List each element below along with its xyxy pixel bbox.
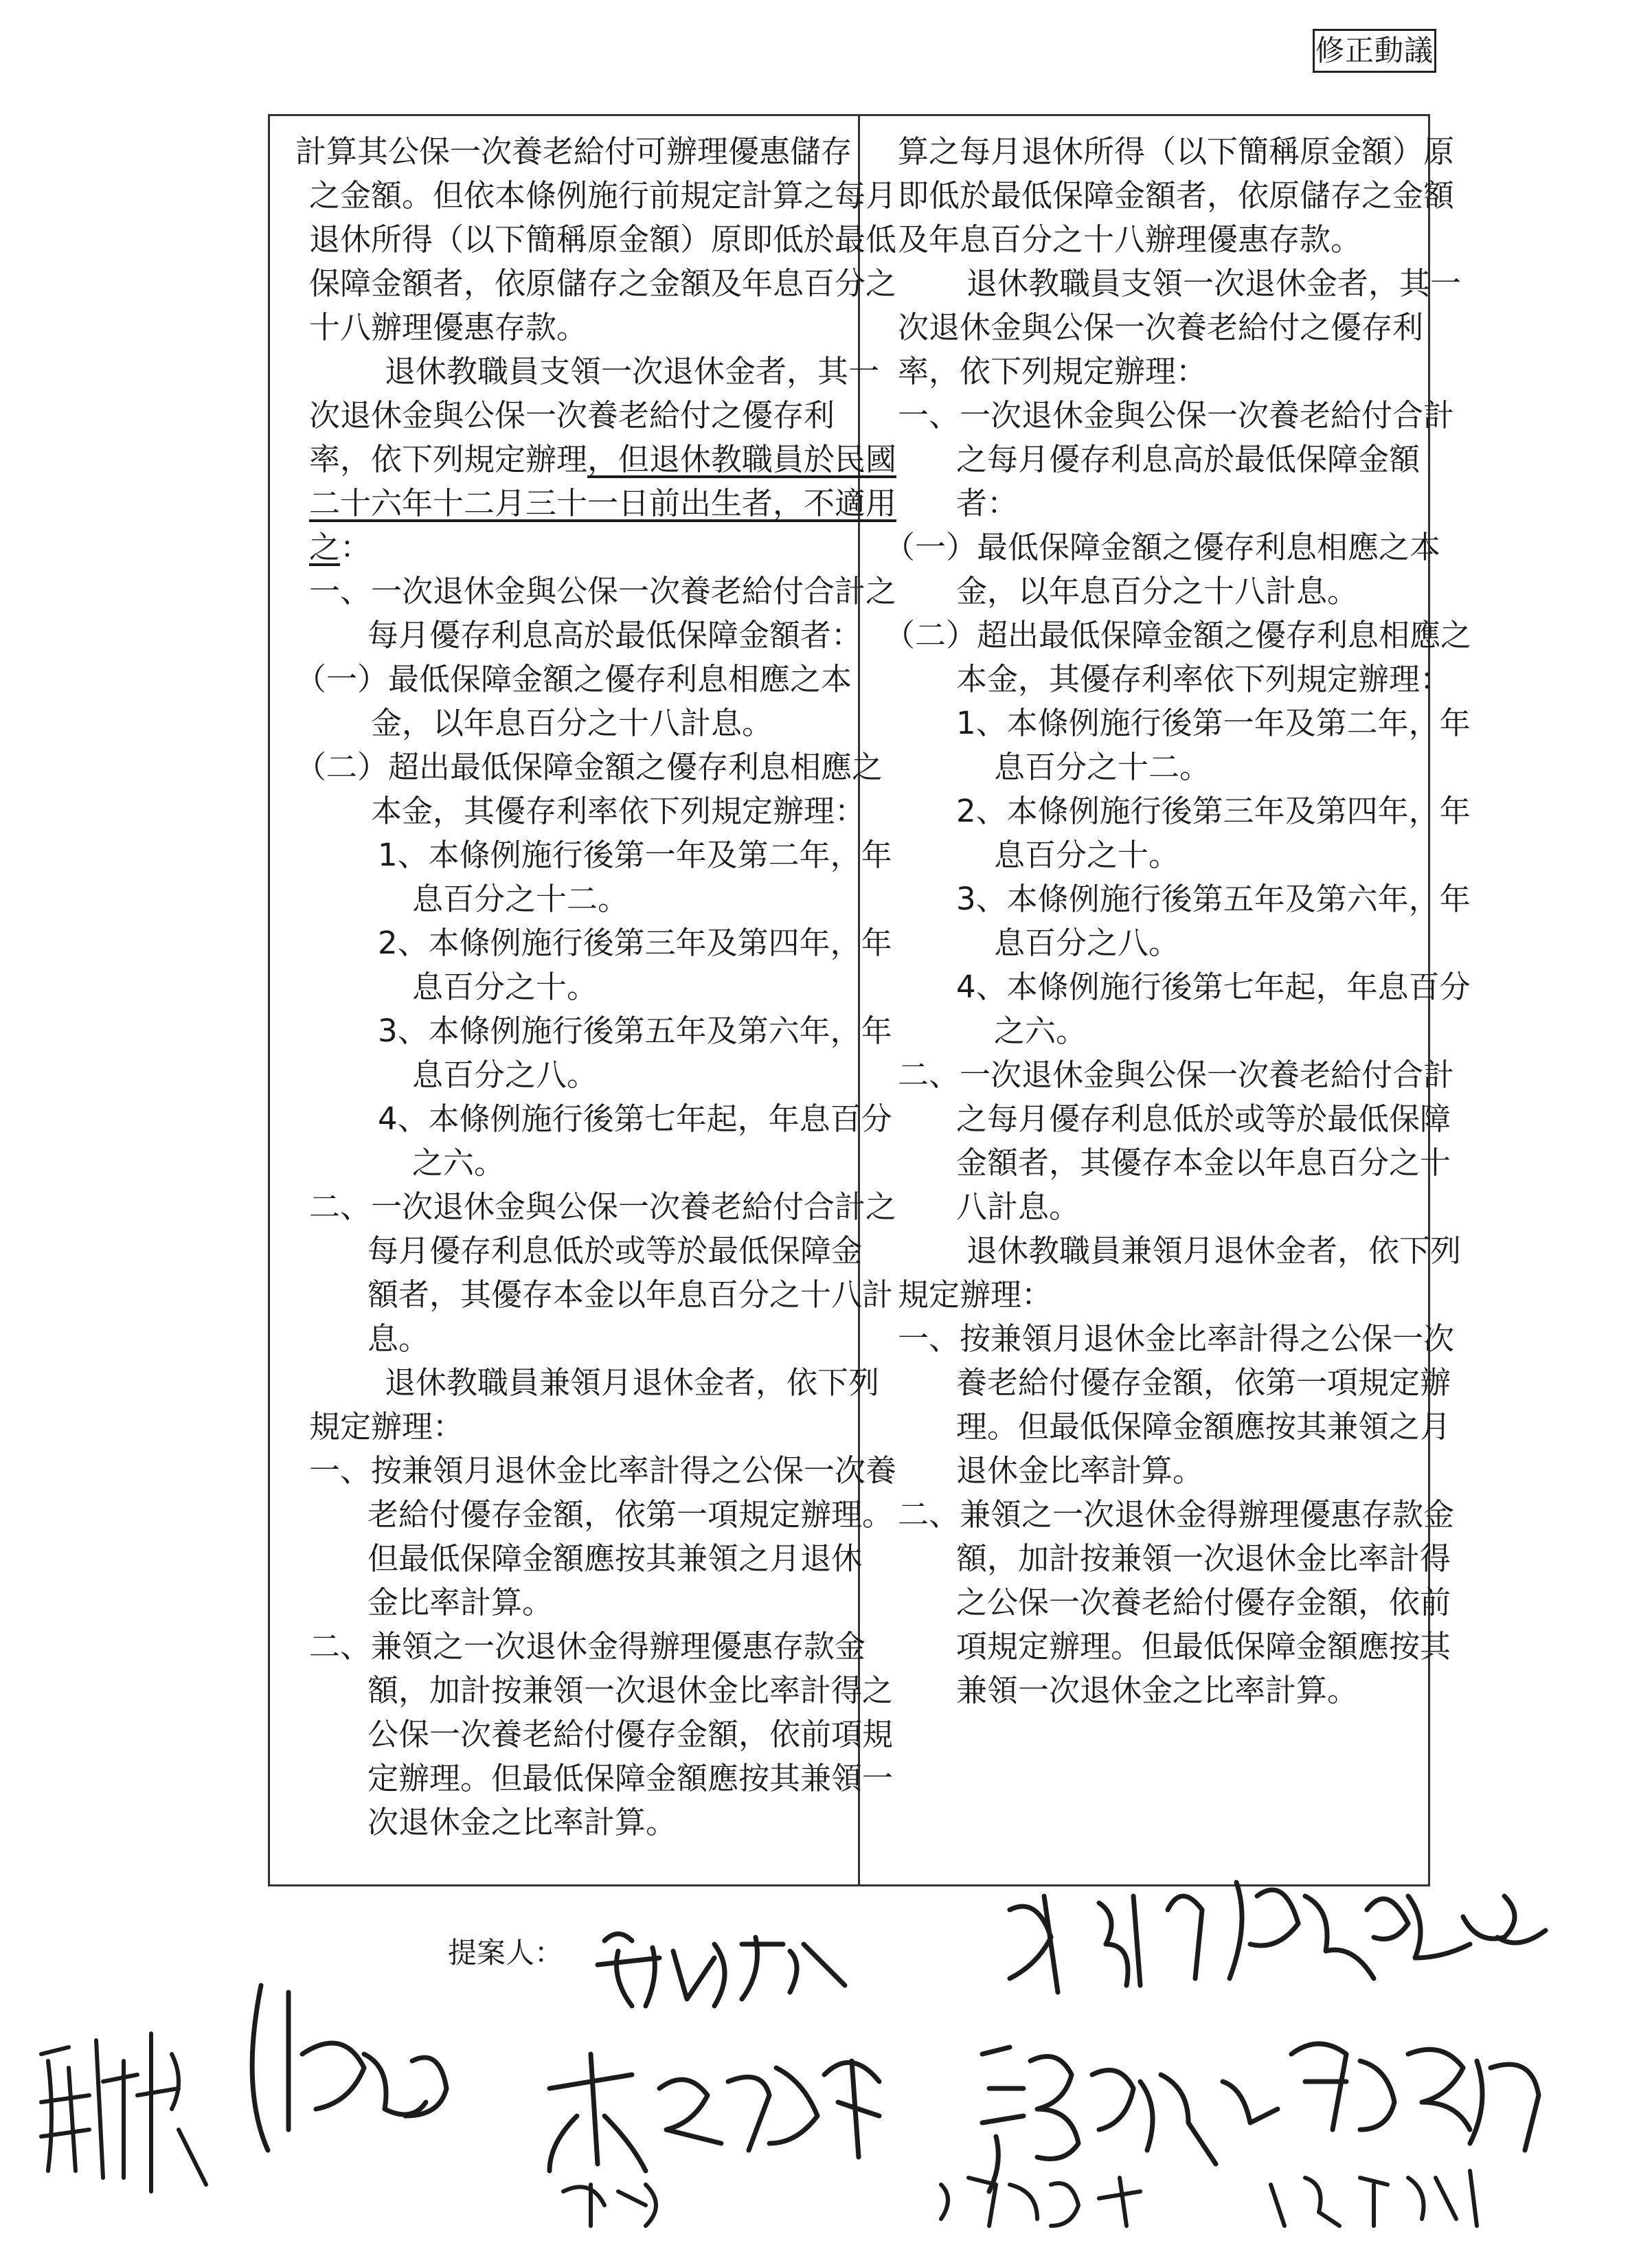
- text-segment: 金，以年息百分之十八計息。: [956, 573, 1359, 609]
- text-segment: （二）超出最低保障金額之優存利息相應之: [884, 617, 1472, 653]
- text-segment: 2、本條例施行後第三年及第四年，年: [956, 793, 1471, 829]
- text-segment: 之: [309, 529, 341, 565]
- text-segment: 養老給付優存金額，依第一項規定辦: [956, 1364, 1451, 1401]
- text-segment: 每月優存利息高於最低保障金額者：: [367, 617, 863, 653]
- text-segment: 及年息百分之十八辦理優惠存款。: [898, 221, 1362, 258]
- text-segment: 之每月優存利息低於或等於最低保障: [956, 1101, 1451, 1137]
- text-segment: 者：: [956, 485, 1019, 521]
- proposer-label: 提案人：: [448, 1936, 564, 1970]
- text-segment: 金，以年息百分之十八計息。: [371, 705, 773, 741]
- text-segment: 率，依下列規定辦理: [309, 441, 588, 477]
- text-segment: 息百分之十。: [412, 969, 598, 1005]
- text-segment: 額者，其優存本金以年息百分之十八計: [367, 1276, 894, 1313]
- text-segment: 次退休金與公保一次養老給付之優存利: [898, 309, 1424, 346]
- text-segment: 3、本條例施行後第五年及第六年，年: [956, 881, 1471, 917]
- text-segment: 項規定辦理。但最低保障金額應按其: [956, 1628, 1451, 1665]
- text-segment: 退休金比率計算。: [956, 1452, 1204, 1489]
- text-segment: 退休教職員兼領月退休金者，依下列: [385, 1364, 880, 1401]
- text-segment: 理。但最低保障金額應按其兼領之月: [956, 1408, 1451, 1445]
- text-segment: 老給付優存金額，依第一項規定辦理。: [367, 1496, 894, 1533]
- text-segment: 1、本條例施行後第一年及第二年，年: [378, 837, 892, 873]
- text-segment: 額，加計按兼領一次退休金比率計得: [956, 1540, 1451, 1577]
- text-segment: 率，依下列規定辦理：: [898, 353, 1208, 390]
- text-segment: 即低於最低保障金額者，依原儲存之金額: [898, 177, 1455, 214]
- text-segment: 二、一次退休金與公保一次養老給付合計之: [309, 1188, 897, 1225]
- text-segment: 息百分之十二。: [412, 881, 629, 917]
- text-segment: 算之每月退休所得（以下簡稱原金額）原: [898, 133, 1455, 170]
- text-segment: 規定辦理：: [309, 1408, 464, 1445]
- text-segment: 二、兼領之一次退休金得辦理優惠存款金: [309, 1628, 866, 1665]
- text-segment: （一）最低保障金額之優存利息相應之本: [295, 661, 852, 697]
- text-segment: 金比率計算。: [367, 1584, 554, 1621]
- text-segment: 兼領一次退休金之比率計算。: [956, 1672, 1359, 1709]
- text-segment: （一）最低保障金額之優存利息相應之本: [884, 529, 1441, 565]
- text-segment: 之六。: [412, 1145, 506, 1181]
- text-segment: 二十六年十二月三十一日前出生者，不適用: [309, 485, 897, 521]
- text-segment: 之六。: [994, 1013, 1087, 1049]
- text-segment: 每月優存利息低於或等於最低保障金: [367, 1232, 863, 1269]
- text-segment: 十八辦理優惠存款。: [309, 309, 588, 346]
- text-segment: 本金，其優存利率依下列規定辦理：: [371, 793, 866, 829]
- text-segment: 之公保一次養老給付優存金額，依前: [956, 1584, 1451, 1621]
- text-segment: ：: [340, 529, 372, 565]
- text-segment: 一、一次退休金與公保一次養老給付合計: [898, 397, 1455, 433]
- text-segment: 額，加計按兼領一次退休金比率計得之: [367, 1672, 894, 1709]
- text-segment: 退休教職員兼領月退休金者，依下列: [966, 1232, 1462, 1269]
- text-segment: 但最低保障金額應按其兼領之月退休: [367, 1540, 863, 1577]
- text-segment: 一、按兼領月退休金比率計得之公保一次養: [309, 1452, 897, 1489]
- text-segment: 4、本條例施行後第七年起，年息百分: [956, 969, 1471, 1005]
- text-segment: 次退休金之比率計算。: [367, 1804, 677, 1840]
- text-segment: 3、本條例施行後第五年及第六年，年: [378, 1013, 892, 1049]
- text-segment: 計算其公保一次養老給付可辦理優惠儲存: [295, 133, 852, 170]
- text-segment: 之每月優存利息高於最低保障金額: [956, 441, 1421, 477]
- text-segment: 退休所得（以下簡稱原金額）原即低於最低: [309, 221, 897, 258]
- text-segment: 息。: [367, 1320, 430, 1357]
- text-segment: 4、本條例施行後第七年起，年息百分: [378, 1101, 892, 1137]
- text-segment: 退休教職員支領一次退休金者，其一: [385, 353, 880, 390]
- text-segment: 二、兼領之一次退休金得辦理優惠存款金: [898, 1496, 1455, 1533]
- text-segment: 退休教職員支領一次退休金者，其一: [966, 265, 1462, 302]
- text-segment: 1、本條例施行後第一年及第二年，年: [956, 705, 1471, 741]
- text-segment: 一、按兼領月退休金比率計得之公保一次: [898, 1320, 1455, 1357]
- text-segment: （二）超出最低保障金額之優存利息相應之: [295, 749, 883, 785]
- text-segment: 之金額。但依本條例施行前規定計算之每月: [309, 177, 897, 214]
- text-segment: 2、本條例施行後第三年及第四年，年: [378, 925, 892, 961]
- text-segment: 息百分之十。: [994, 837, 1180, 873]
- text-segment: 息百分之八。: [412, 1057, 598, 1093]
- text-segment: 定辦理。但最低保障金額應按其兼領一: [367, 1760, 894, 1796]
- text-segment: 息百分之八。: [994, 925, 1180, 961]
- amendment-motion-tag: 修正動議: [1313, 29, 1436, 73]
- text-segment: 保障金額者，依原儲存之金額及年息百分之: [309, 265, 897, 302]
- text-segment: 八計息。: [956, 1188, 1080, 1225]
- text-segment: 息百分之十二。: [994, 749, 1211, 785]
- text-segment: 本金，其優存利率依下列規定辦理：: [956, 661, 1451, 697]
- text-segment: 金額者，其優存本金以年息百分之十: [956, 1145, 1451, 1181]
- text-segment: 一、一次退休金與公保一次養老給付合計之: [309, 573, 897, 609]
- text-segment: 公保一次養老給付優存金額，依前項規: [367, 1716, 894, 1753]
- text-segment: 規定辦理：: [898, 1276, 1053, 1313]
- amended-text: ，但退休教職員於民國: [587, 441, 897, 477]
- text-segment: 次退休金與公保一次養老給付之優存利: [309, 397, 835, 433]
- text-segment: 二、一次退休金與公保一次養老給付合計: [898, 1057, 1455, 1093]
